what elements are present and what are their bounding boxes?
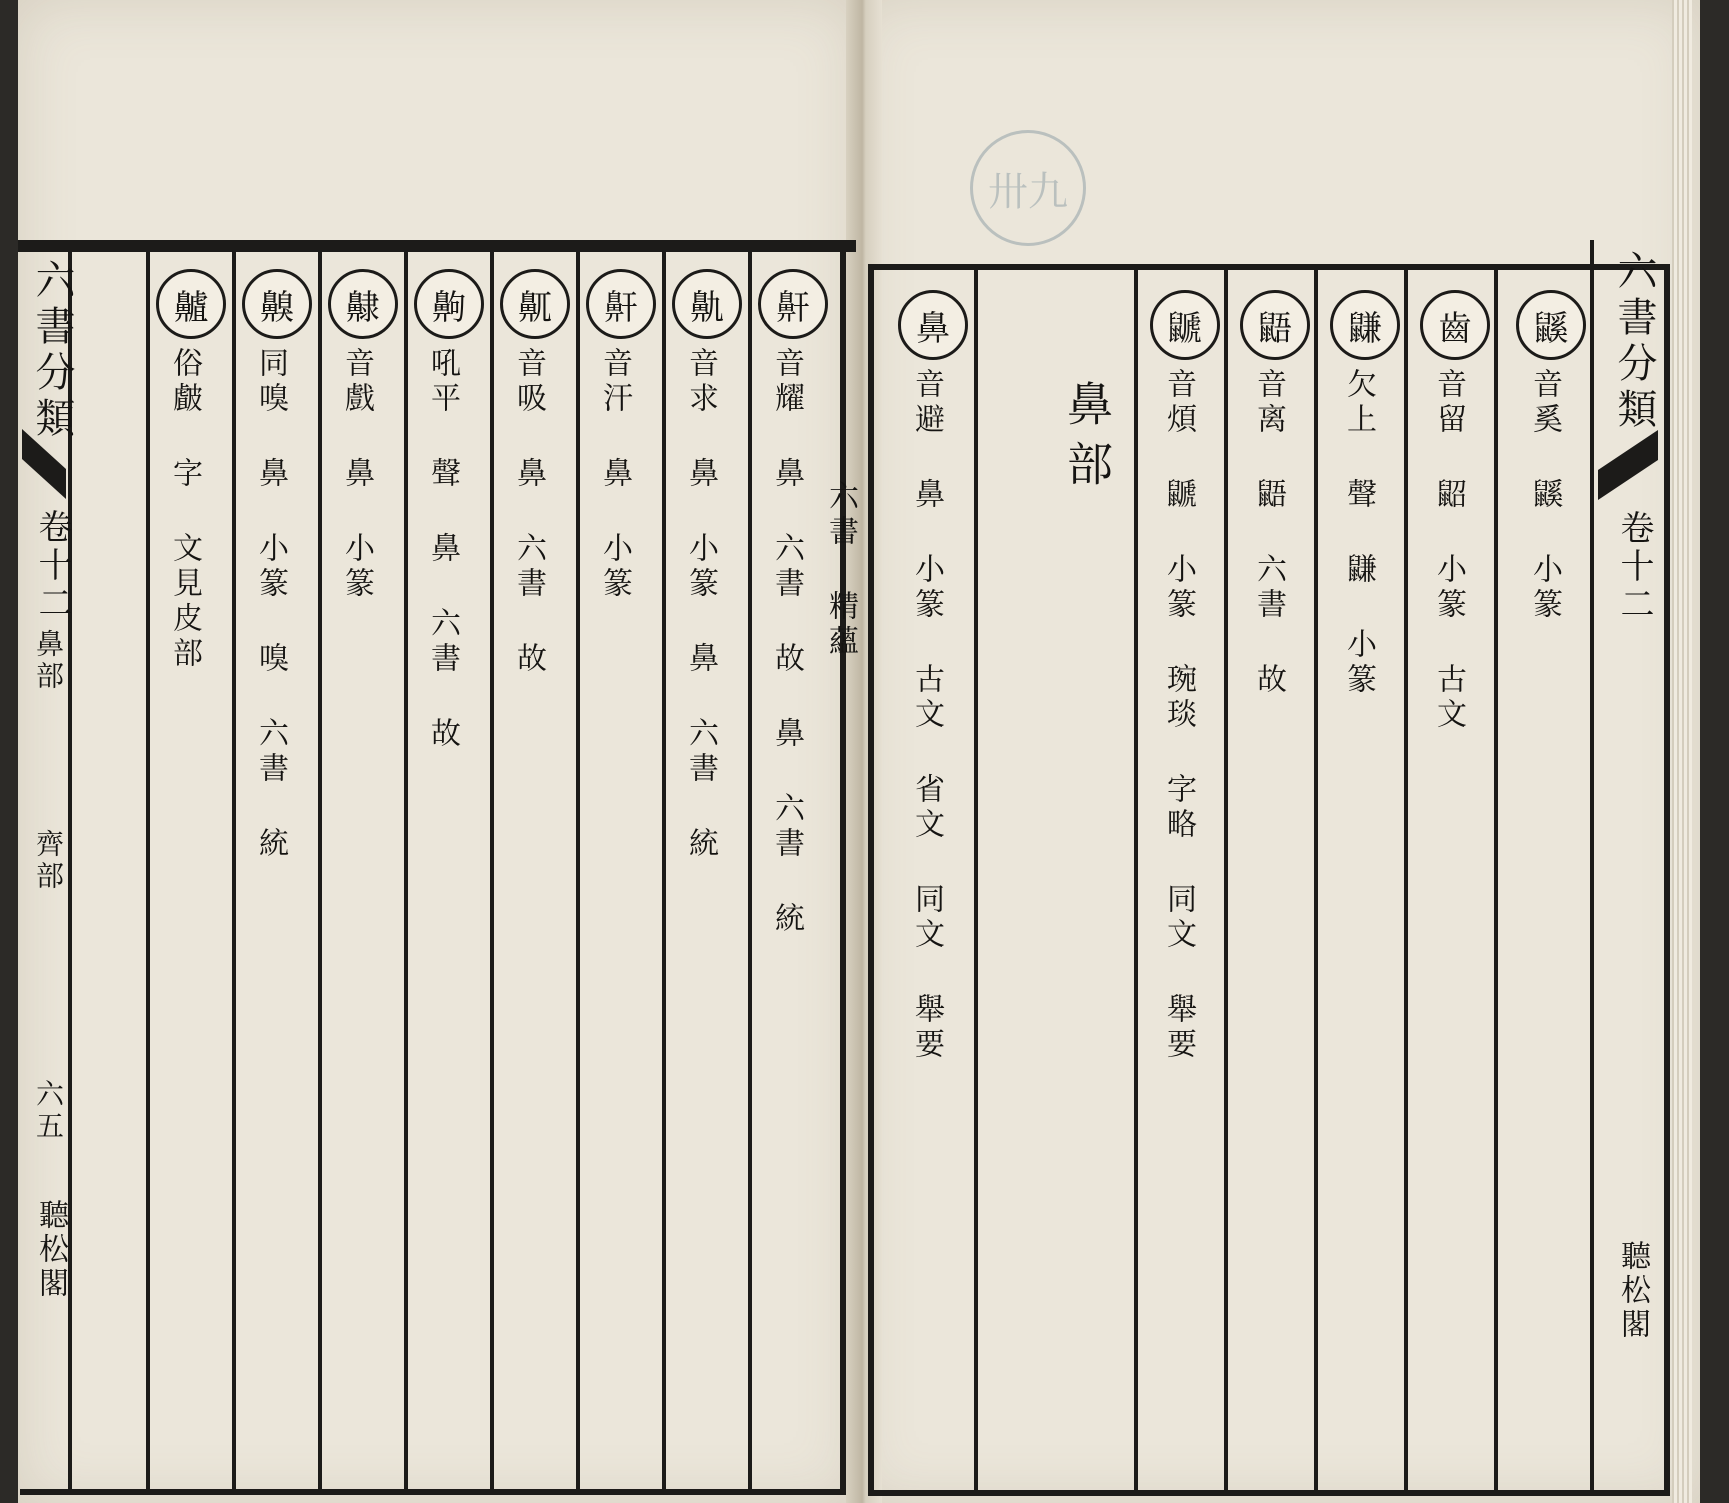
entry-text: 音奚 鼷 小篆: [1527, 368, 1562, 623]
entry-column: [492, 249, 578, 1489]
entry-head-glyph: 齅: [242, 269, 312, 339]
entry-text: 音煩 鼶 小篆 琬琰 字略 同文 舉要: [1161, 368, 1196, 1063]
entry-text: 音避 鼻 小篆 古文 省文 同文 舉要: [909, 368, 944, 1063]
right-publisher-mark: 聽松閣: [1615, 1240, 1650, 1342]
right-margin-strip: [1590, 240, 1664, 1490]
entry-column: [578, 249, 664, 1489]
entry-text: 音吸 鼻 六書 故: [511, 347, 546, 677]
entry-column: [1508, 270, 1594, 1490]
entry-text: 音耀 鼻 六書 故 鼻 六書 統: [769, 347, 804, 937]
left-section-label-2: 齊部: [32, 829, 65, 893]
section-title: 鼻部: [1060, 380, 1114, 500]
publisher-mark: 聽松閣: [33, 1199, 68, 1301]
entry-column: [234, 249, 320, 1489]
entry-head-glyph: 鼸: [1330, 290, 1400, 360]
left-section-label-1: 鼻部: [32, 629, 65, 693]
entry-head-glyph: 齇: [156, 269, 226, 339]
entry-head-glyph: 鼾: [586, 269, 656, 339]
entry-text: 音离 鼯 六書 故: [1251, 368, 1286, 698]
entry-column: [1142, 270, 1228, 1490]
entry-head-glyph: 鼾: [758, 269, 828, 339]
left-margin-title: 六書分類: [29, 259, 75, 443]
entry-column: [320, 249, 406, 1489]
entry-text: 欠上 聲 鼸 小篆: [1341, 368, 1376, 698]
fish-tail-icon: [1598, 430, 1658, 500]
entry-head-glyph: 齂: [328, 269, 398, 339]
entry-text: 同嗅 鼻 小篆 嗅 六書 統: [253, 347, 288, 862]
right-margin-title: 六書分類: [1611, 250, 1657, 434]
fish-tail-icon: [22, 429, 66, 499]
entry-text: 音留 鼦 小篆 古文: [1431, 368, 1466, 733]
right-volume: 卷十二: [1614, 510, 1654, 624]
entry-text: 六書 精蘊: [823, 480, 858, 660]
entry-column: [1232, 270, 1318, 1490]
seal-stamp: 卅九: [970, 130, 1086, 246]
left-volume: 卷十二: [32, 509, 72, 623]
entry-column: [804, 270, 890, 1490]
entry-head-glyph: 齁: [414, 269, 484, 339]
entry-head-glyph: 鼯: [1240, 290, 1310, 360]
entry-head-glyph: 鼶: [1150, 290, 1220, 360]
entry-column: [890, 270, 976, 1490]
left-margin-strip: [20, 249, 75, 1489]
entry-column: [148, 249, 234, 1489]
entry-text: 音戲 鼻 小篆: [339, 347, 374, 602]
entry-text: 吼平 聲 鼻 六書 故: [425, 347, 460, 752]
page-edge: [1672, 0, 1692, 1503]
entry-text: 音汗 鼻 小篆: [597, 347, 632, 602]
right-page-frame: [823, 250, 1670, 1496]
entry-column: [1322, 270, 1408, 1490]
entry-column: [1412, 270, 1498, 1490]
entry-head-glyph: 鼷: [1516, 290, 1586, 360]
entry-text: 音求 鼻 小篆 鼻 六書 統: [683, 347, 718, 862]
entry-head-glyph: 鼽: [672, 269, 742, 339]
entry-head-glyph: 齒: [1420, 290, 1490, 360]
entry-head-glyph: 鼻: [898, 290, 968, 360]
entry-head-glyph: 鼿: [500, 269, 570, 339]
folio-number: 六五: [32, 1079, 65, 1143]
entry-text: 俗皻 字 文見皮部: [167, 347, 202, 672]
left-page-frame: [20, 243, 846, 1495]
entry-column: [406, 249, 492, 1489]
entry-column: [664, 249, 750, 1489]
column-rule: [1134, 270, 1138, 1490]
